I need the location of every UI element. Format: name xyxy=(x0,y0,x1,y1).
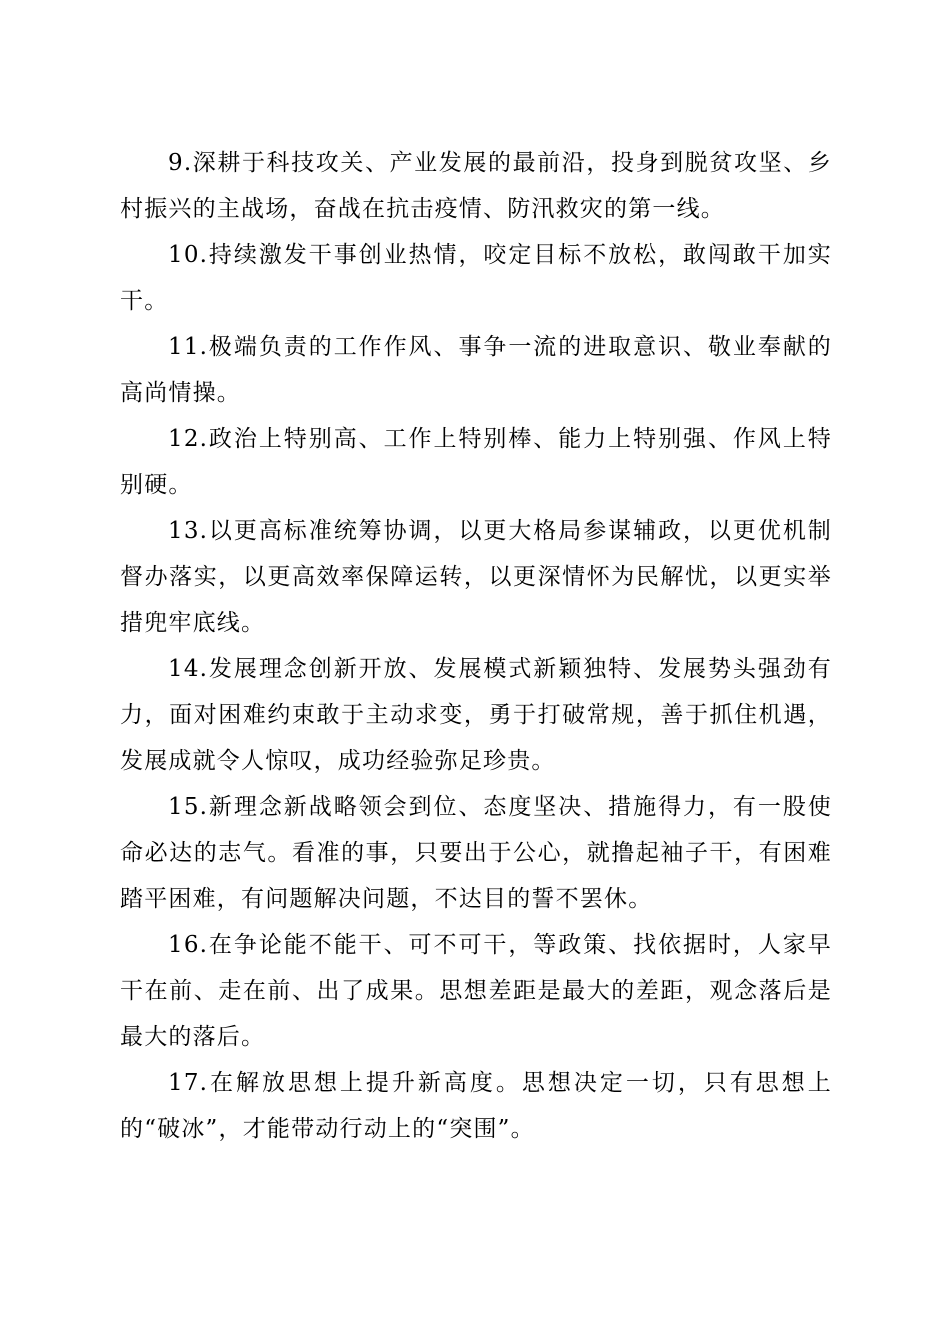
paragraph-17: 17.在解放思想上提升新高度。思想决定一切，只有思想上的“破冰”，才能带动行动上的“突围”。 xyxy=(120,1070,832,1142)
paragraph-10: 10.持续激发干事创业热情，咬定目标不放松，敢闯敢干加实干。 xyxy=(120,242,832,314)
paragraph-11: 11.极端负责的工作作风、事争一流的进取意识、敬业奉献的高尚情操。 xyxy=(120,334,832,406)
paragraph-15: 15.新理念新战略领会到位、态度坚决、措施得力，有一股使命必达的志气。看准的事，只要出于公心，就撸起袖子干，有困难踏平困难，有问题解决问题，不达目的誓不罢休。 xyxy=(120,794,832,912)
paragraph-12: 12.政治上特别高、工作上特别棒、能力上特别强、作风上特别硬。 xyxy=(120,426,832,498)
paragraph-9: 9.深耕于科技攻关、产业发展的最前沿，投身到脱贫攻坚、乡村振兴的主战场，奋战在抗击疫情、防汛救灾的第一线。 xyxy=(120,150,832,222)
paragraph-16: 16.在争论能不能干、可不可干，等政策、找依据时，人家早干在前、走在前、出了成果。思想差距是最大的差距，观念落后是最大的落后。 xyxy=(120,932,832,1050)
paragraph-14: 14.发展理念创新开放、发展模式新颖独特、发展势头强劲有力，面对困难约束敢于主动求变，勇于打破常规，善于抓住机遇，发展成就令人惊叹，成功经验弥足珍贵。 xyxy=(120,656,832,774)
paragraph-13: 13.以更高标准统筹协调，以更大格局参谋辅政，以更优机制督办落实，以更高效率保障运转，以更深情怀为民解忧，以更实举措兜牢底线。 xyxy=(120,518,832,636)
document-page xyxy=(120,140,832,1152)
